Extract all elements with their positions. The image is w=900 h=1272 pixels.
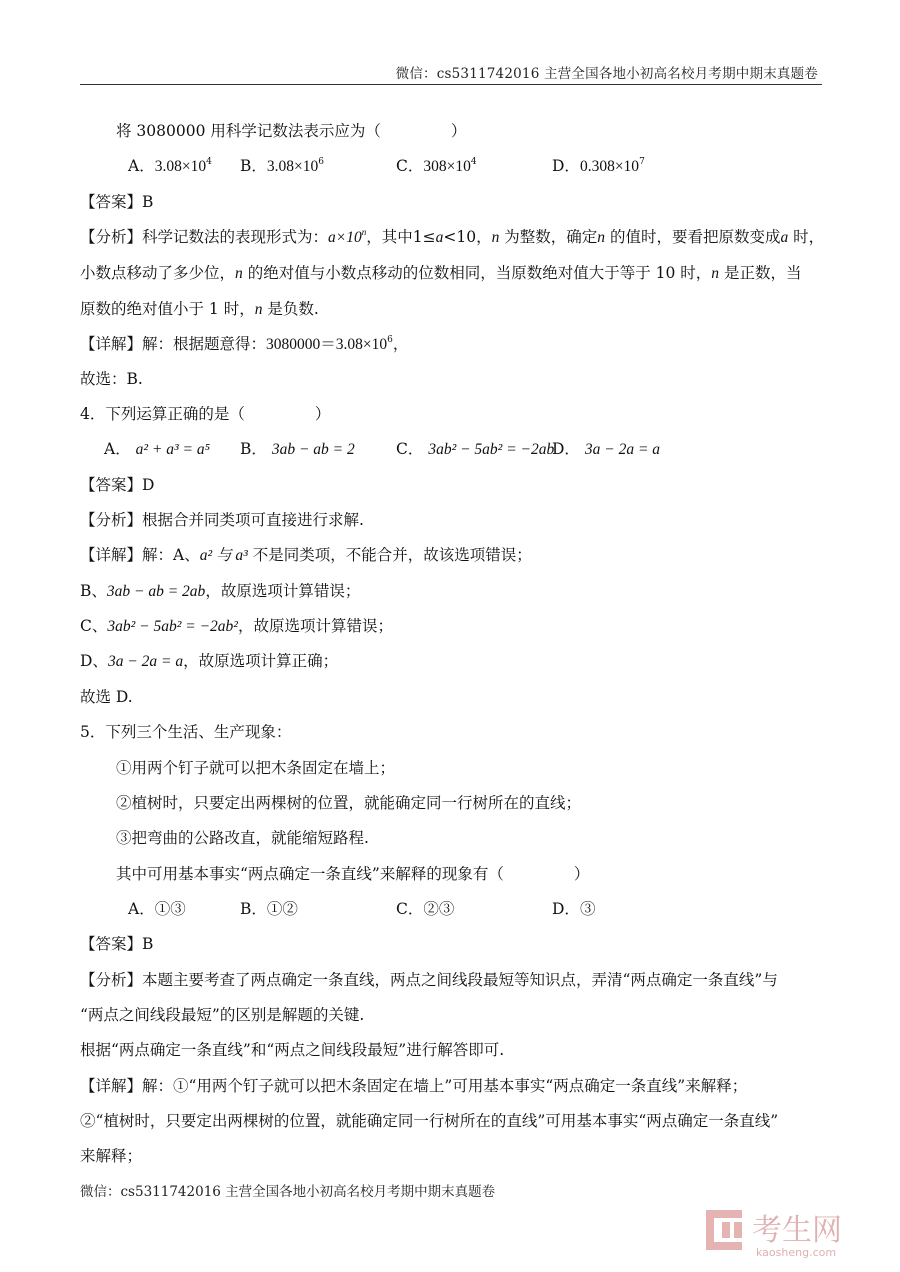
q3-option-d [552,154,645,176]
math: 3080000＝3.08×10 [266,336,388,353]
q4-detail-d [80,649,338,671]
q5-question [116,862,589,884]
q4-stem-text: 4．下列运算正确的是（ [80,405,245,423]
text: <10， [443,228,492,246]
q5-question-close: ） [573,865,590,883]
math: 3ab − ab = 2ab [106,583,206,600]
q5-question-text: 其中可用基本事实“两点确定一条直线”来解释的现象有（ [116,865,504,883]
q5-option-d [552,897,595,919]
option-value: 3.08×10 [154,158,207,175]
math: a² 与 a³ [199,547,248,564]
option-label: C． [396,157,424,175]
q3-answer: 【答案】B [80,193,154,211]
q4-stem [80,402,330,424]
option-label: D． [552,900,580,918]
q5-analysis-line-2: “两点之间线段最短”的区别是解题的关键. [80,1006,365,1024]
text: ，故原选项计算错误； [237,617,393,635]
q3-stem [116,119,466,141]
text: 不是同类项，不能合并，故该选项错误； [247,546,532,564]
page-header: 微信：cs5311742016 主营全国各地小初高名校月考期中期末真题卷 [395,66,818,82]
option-value: 3a − 2a = a [584,441,661,458]
detail-tag: 【详解】 [80,335,143,353]
kaosheng-watermark-logo [700,1200,880,1260]
q4-choose: 故选 D. [80,688,133,706]
text: 小数点移动了多少位， [80,264,236,282]
q4-option-b [240,437,355,459]
text: 时， [788,228,825,246]
math: 3ab² − 5ab² = −2ab² [107,618,238,635]
q5-answer: 【答案】B [80,935,154,953]
text: ，其中1≤ [366,228,436,246]
math-exponent: n [361,227,367,237]
detail-tag: 【详解】 [80,546,143,564]
q4-detail-b [80,579,360,601]
q3-detail [80,332,408,354]
option-label: A． [128,157,155,175]
q5-analysis-line-1: 【分析】本题主要考查了两点确定一条直线，两点之间线段最短等知识点，弄清“两点确定一条直线”与 [80,971,778,989]
option-value: ③ [579,900,596,918]
q3-option-b [240,154,324,176]
q4-stem-close: ） [314,405,331,423]
q4-option-a [104,437,210,459]
math: n [491,229,500,246]
q5-option-c [396,897,454,919]
option-value: 3ab² − 5ab² = −2ab [428,441,555,458]
header-divider [80,84,822,85]
q4-answer: 【答案】D [80,476,155,494]
page-footer: 微信：cs5311742016 主营全国各地小初高名校月考期中期末真题卷 [80,1184,496,1200]
kaosheng-logo-icon [700,1200,880,1260]
text: C、 [80,617,108,635]
option-label: B． [240,157,267,175]
option-value: 0.308×10 [579,158,640,175]
q3-stem-text: 将 3080000 用科学记数法表示应为（ [116,122,381,140]
option-exponent: 6 [318,157,324,167]
q5-detail-line-3: 来解释； [80,1147,143,1165]
analysis-tag: 【分析】 [80,228,143,246]
text: 是正数，当 [719,264,802,282]
text: 原数的绝对值小于 1 时， [80,300,255,318]
option-label: D． [552,157,580,175]
option-value: ①③ [154,900,186,918]
text: 解：根据题意得： [142,335,267,353]
q5-option-a [128,897,186,919]
q3-option-a [128,154,212,176]
option-value: 3ab − ab = 2 [271,441,355,458]
option-label: D． [552,440,580,458]
option-value: a² + a³ = a⁵ [135,441,210,458]
q3-analysis-line-2 [80,261,801,283]
q5-item-1: ①用两个钉子就可以把木条固定在墙上； [116,759,396,777]
q4-detail-c [80,614,393,636]
q3-analysis-line-1 [80,225,824,247]
option-value: ②③ [423,900,455,918]
q4-option-d [552,437,660,459]
q3-analysis-line-3 [80,297,319,319]
watermark-brand: 考生网 [752,1213,842,1248]
text: 的绝对值与小数点移动的位数相同，当原数绝对值大于等于 10 时， [242,264,712,282]
text: B、 [80,582,107,600]
option-label: B． [240,900,267,918]
math: a×10 [328,229,362,246]
math: n [711,265,720,282]
q5-item-2: ②植树时，只要定出两棵树的位置，就能确定同一行树所在的直线； [116,794,582,812]
text: ， [392,335,409,353]
option-label: A． [128,900,155,918]
option-exponent: 4 [206,157,212,167]
q5-detail-line-2: ②“植树时，只要定出两棵树的位置，就能确定同一行树所在的直线”可用基本事实“两点确定一条直线” [80,1112,779,1130]
q5-option-b [240,897,298,919]
text: 为整数，确定 [499,228,598,246]
text: 是负数. [262,300,319,318]
option-label: C． [396,900,424,918]
option-value: 3.08×10 [266,158,319,175]
math: n [235,265,243,282]
text: 解：A、 [142,546,200,564]
option-exponent: 7 [639,157,645,167]
text: 科学记数法的表现形式为： [142,228,329,246]
text: D、 [80,652,108,670]
option-label: C． [396,440,424,458]
text: ，故原选项计算正确； [183,652,339,670]
math: n [597,229,606,246]
option-label: A． [104,440,131,458]
q5-item-3: ③把弯曲的公路改直，就能缩短路程. [116,829,369,847]
q4-option-c [396,437,554,459]
option-label: B． [240,440,267,458]
q5-analysis-line-3: 根据“两点确定一条直线”和“两点之间线段最短”进行解答即可. [80,1041,505,1059]
option-exponent: 4 [470,157,477,167]
q3-choose: 故选：B. [80,370,143,388]
math: n [254,301,263,318]
q5-stem: 5．下列三个生活、生产现象： [80,723,292,741]
option-value: ①② [266,900,298,918]
text: ，故原选项计算错误； [205,582,361,600]
q3-option-c [396,154,477,176]
option-value: 308×10 [423,158,471,175]
q4-analysis: 【分析】根据合并同类项可直接进行求解. [80,511,364,529]
watermark-url: kaosheng.com [756,1246,837,1259]
text: 的值时，要看把原数变成 [605,228,781,246]
math: a [435,229,444,246]
math: 3a − 2a = a [107,653,184,670]
q5-detail-line-1: 【详解】解：①“用两个钉子就可以把木条固定在墙上”可用基本事实“两点确定一条直线”来解释； [80,1077,748,1095]
q3-stem-close: ） [450,122,467,140]
math-exponent: 6 [387,335,393,345]
q4-detail-a [80,543,532,565]
math: a [780,229,789,246]
